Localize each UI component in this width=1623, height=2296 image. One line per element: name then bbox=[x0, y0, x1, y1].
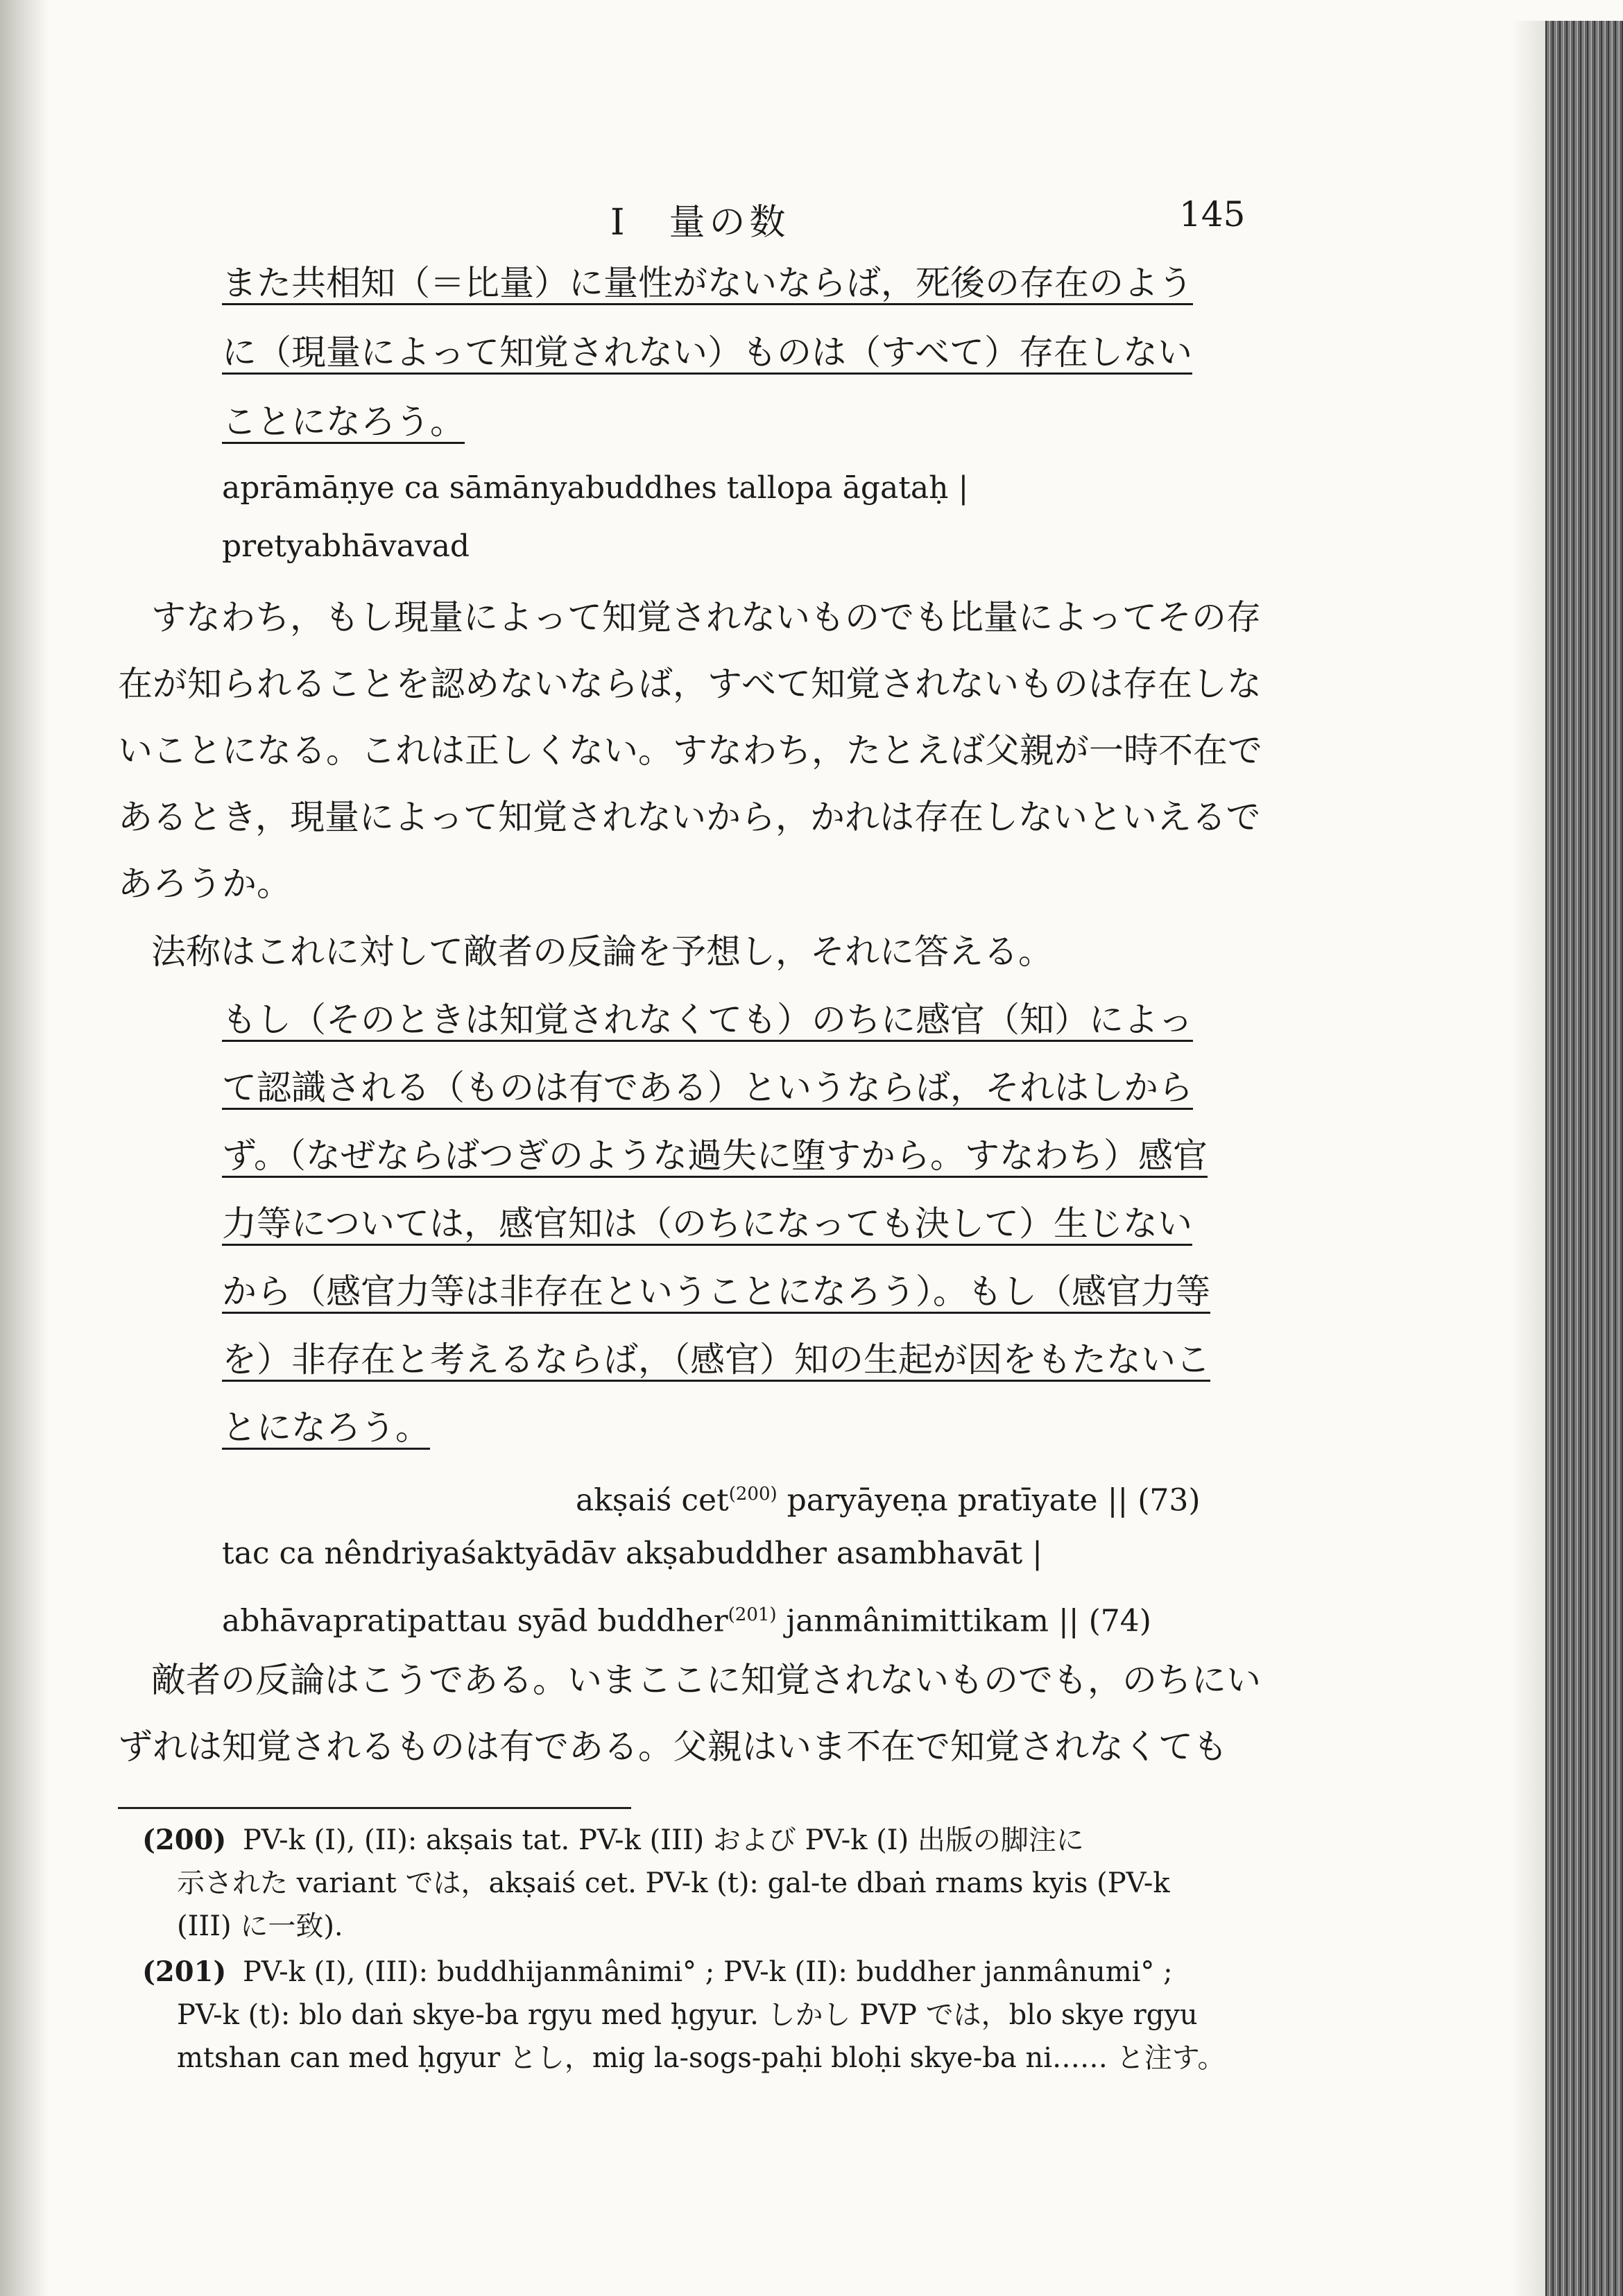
footnote-200-number: (200) bbox=[142, 1824, 227, 1856]
verse-74-line-1: tac ca nêndriyaśaktyādāv akṣabuddher asambhavāt | bbox=[222, 1536, 1042, 1571]
quote2-line-5: から（感官力等は非存在ということになろう）。もし（感官力等 bbox=[222, 1271, 1210, 1312]
verse-73-a: akṣaiś cet bbox=[576, 1482, 729, 1518]
para1-line-4: あるとき，現量によって知覚されないから，かれは存在しないといえるで bbox=[118, 797, 1261, 837]
verse-73-b: paryāyeṇa pratīyate || (73) bbox=[777, 1482, 1201, 1518]
para2-line-1: 法称はこれに対して敵者の反論を予想し，それに答える。 bbox=[151, 932, 1053, 972]
quote2-line-1: もし（そのときは知覚されなくても）のちに感官（知）によっ bbox=[222, 1000, 1193, 1040]
footnote-ref-201: (201) bbox=[728, 1604, 777, 1625]
para1-line-2: 在が知られることを認めないならば，すべて知覚されないものは存在しな bbox=[118, 664, 1262, 704]
verse-73 bbox=[576, 1475, 1201, 1520]
scan-right-edge bbox=[1545, 21, 1623, 2296]
quote2-line-7: とになろう。 bbox=[222, 1407, 430, 1448]
running-title: Ⅰ 量の数 bbox=[610, 202, 790, 243]
verse-74-a: abhāvapratipattau syād buddher bbox=[222, 1603, 728, 1639]
scan-binding-shadow bbox=[1512, 21, 1545, 2296]
verse-74-line-2 bbox=[222, 1595, 1151, 1641]
quote1-line-3: ことになろう。 bbox=[222, 402, 465, 442]
quote2-line-6: を）非存在と考えるならば，（感官）知の生起が因をもたないこ bbox=[222, 1339, 1210, 1380]
scan-left-edge bbox=[0, 0, 49, 2296]
para1-line-1: すなわち，もし現量によって知覚されないものでも比量によってその存 bbox=[151, 597, 1261, 637]
footnote-201-line-3: mtshan can med ḥgyur とし，mig la-sogs-paḥi bloḥi skye-ba ni…… と注す。 bbox=[177, 2042, 1226, 2074]
footnote-201-line-1: PV-k (I), (III): buddhijanmânimi° ; PV-k (II): buddher janmânumi° ; bbox=[243, 1956, 1173, 1988]
footnote-201-line-2: PV-k (t): blo daṅ skye-ba rgyu med ḥgyur. しかし PVP では，blo skye rgyu bbox=[177, 1999, 1198, 2031]
footnote-200-line-3: (III) に一致). bbox=[177, 1910, 343, 1942]
para3-line-1: 敵者の反論はこうである。いまここに知覚されないものでも，のちにい bbox=[151, 1660, 1261, 1700]
quote2-line-2: て認識される（ものは有である）というならば，それはしから bbox=[222, 1068, 1193, 1108]
para3-line-2: ずれは知覚されるものは有である。父親はいま不在で知覚されなくても bbox=[118, 1727, 1228, 1767]
quote2-line-3: ず。（なぜならばつぎのような過失に堕すから。すなわち）感官 bbox=[222, 1136, 1208, 1176]
page-number: 145 bbox=[1179, 194, 1246, 234]
quote1-line-1: また共相知（＝比量）に量性がないならば，死後の存在のよう bbox=[222, 263, 1193, 303]
footnote-201-number: (201) bbox=[142, 1955, 227, 1988]
sanskrit1-line-1: aprāmāṇye ca sāmānyabuddhes tallopa āgataḥ | bbox=[222, 470, 969, 506]
footnote-200-line-1: PV-k (I), (II): akṣais tat. PV-k (III) および PV-k (I) 出版の脚注に bbox=[243, 1824, 1084, 1856]
para1-line-5: あろうか。 bbox=[118, 864, 291, 904]
quote2-line-4: 力等については，感官知は（のちになっても決して）生じない bbox=[222, 1203, 1192, 1244]
quote1-line-2: に（現量によって知覚されない）ものは（すべて）存在しない bbox=[222, 332, 1192, 372]
footnote-separator bbox=[118, 1807, 631, 1809]
page-header bbox=[0, 193, 1623, 248]
para1-line-3: いことになる。これは正しくない。すなわち，たとえば父親が一時不在で bbox=[118, 730, 1262, 771]
sanskrit1-line-2: pretyabhāvavad bbox=[222, 529, 470, 564]
verse-74-b: janmânimittikam || (74) bbox=[776, 1603, 1151, 1639]
footnote-ref-200: (200) bbox=[728, 1484, 778, 1505]
footnote-200-line-2: 示された variant では，akṣaiś cet. PV-k (t): gal-te dbaṅ rnams kyis (PV-k bbox=[177, 1867, 1170, 1899]
